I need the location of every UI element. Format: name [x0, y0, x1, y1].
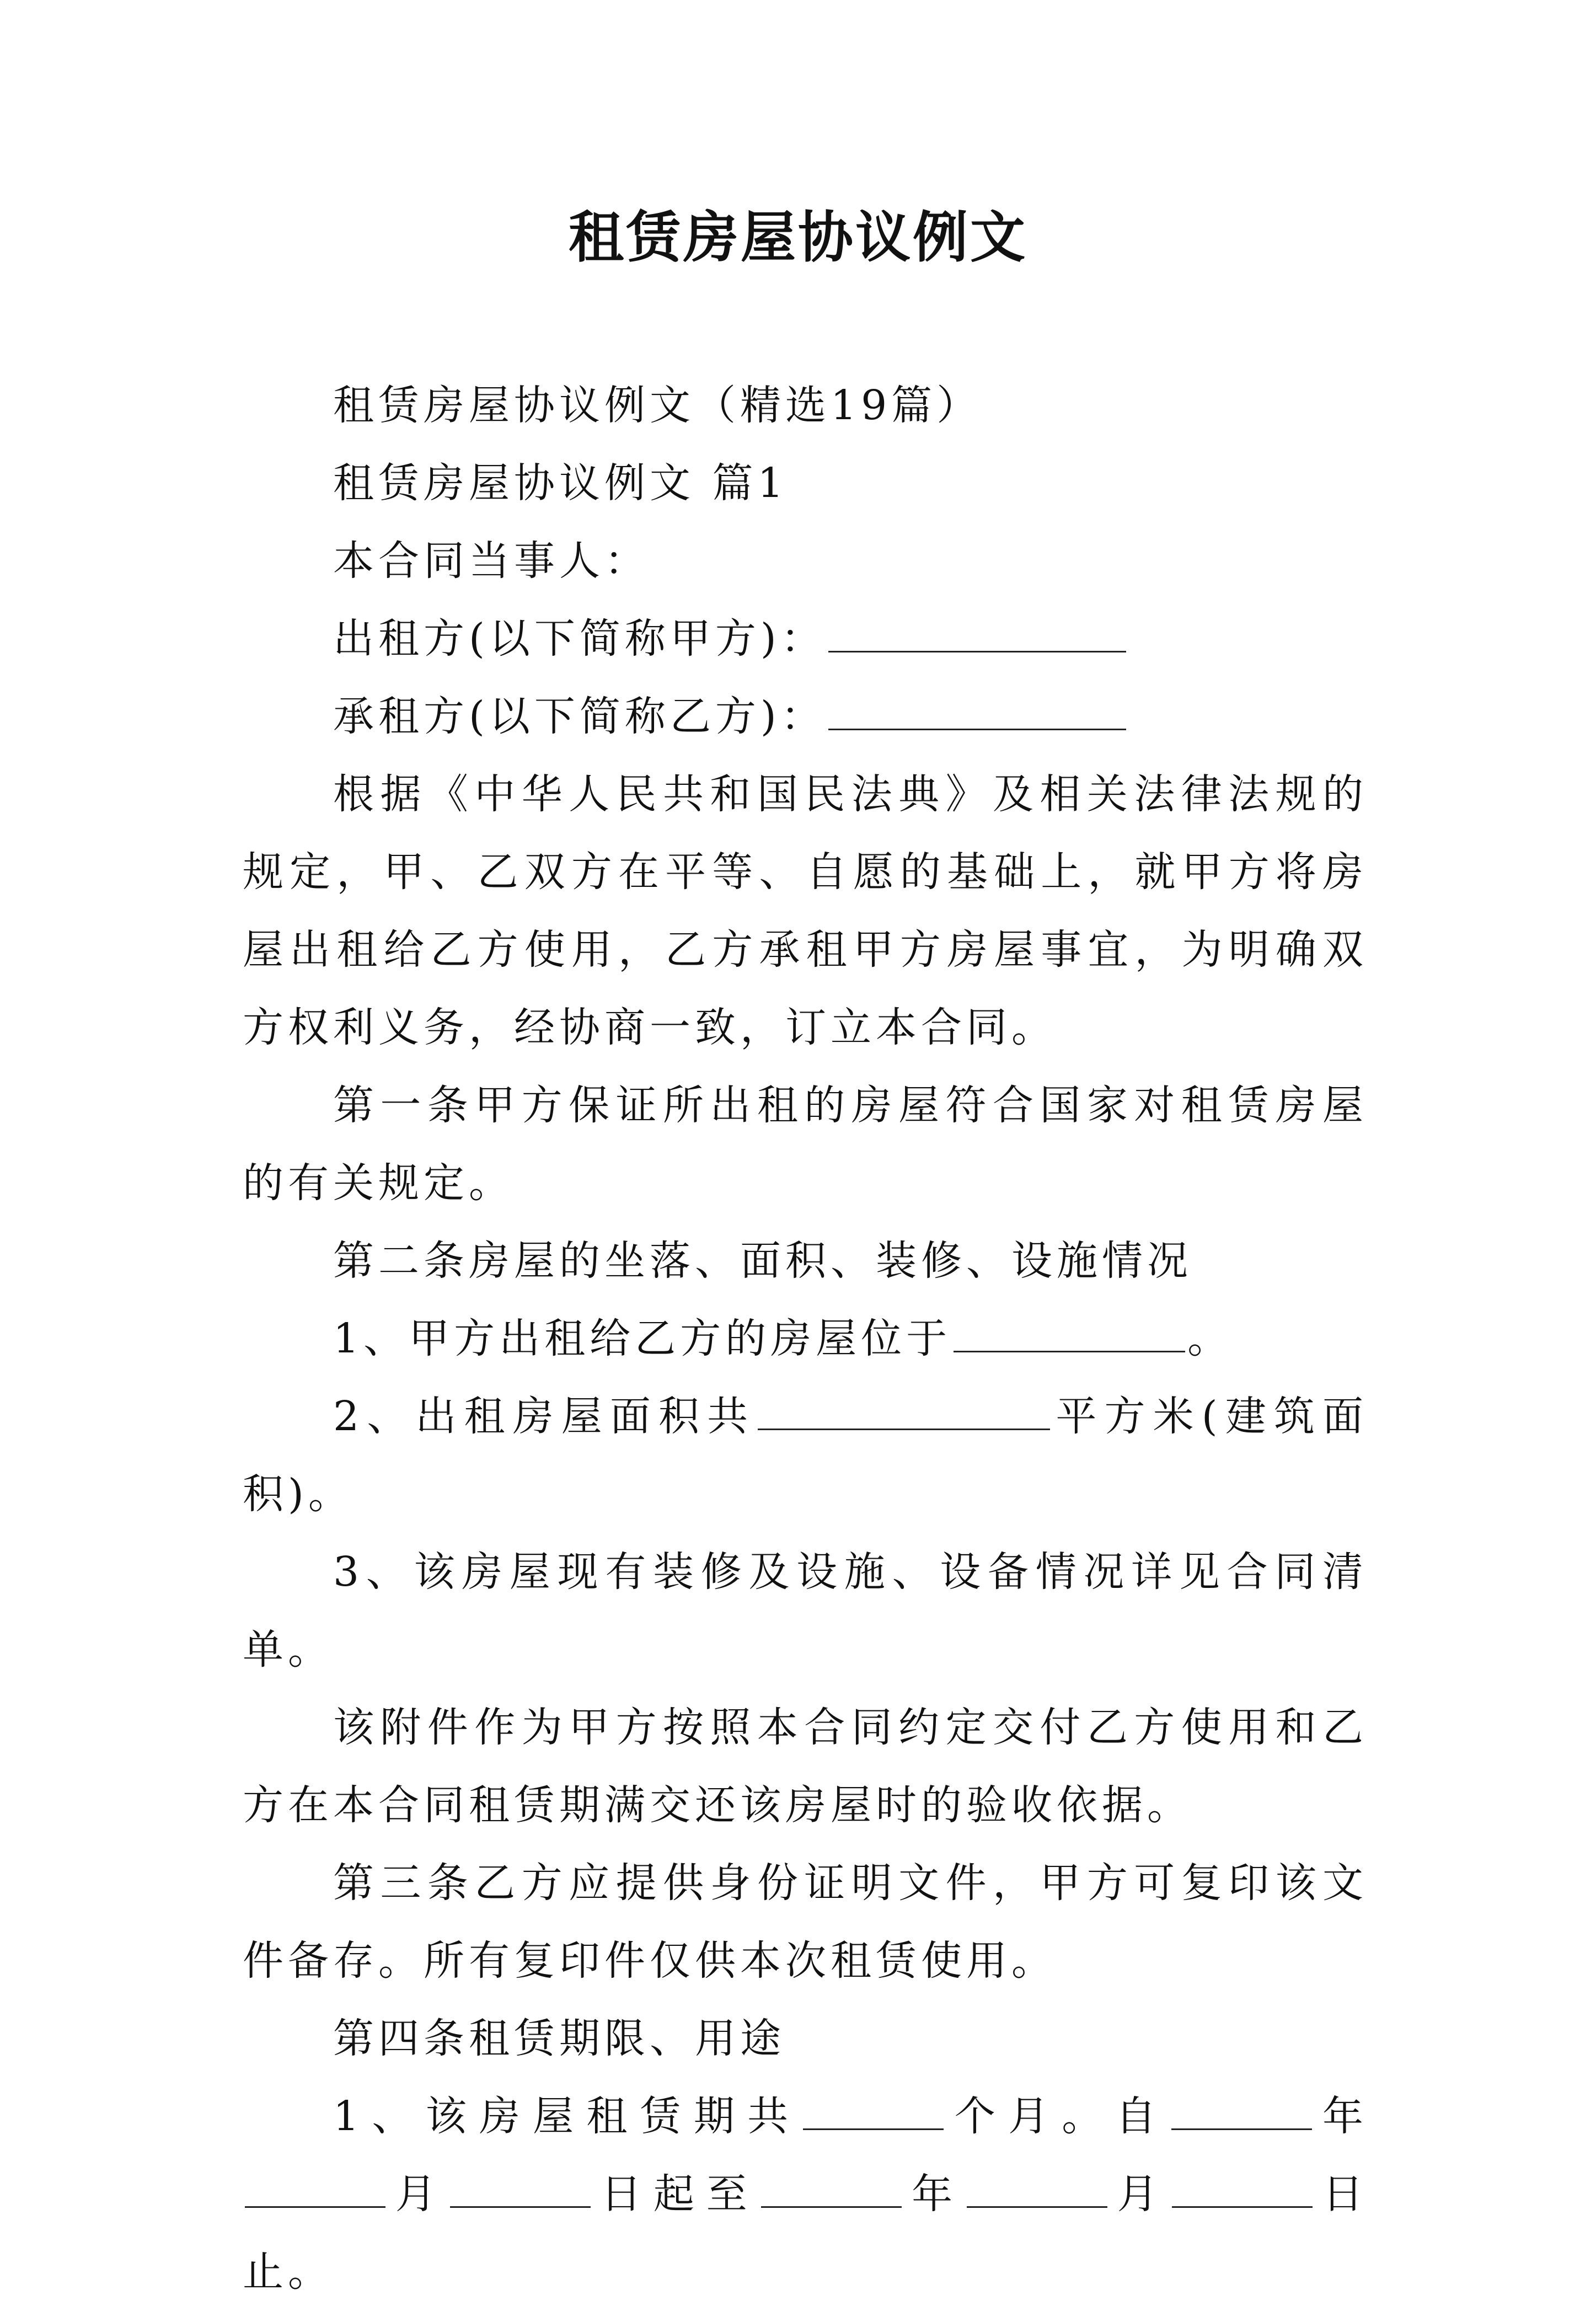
term-day-to: 日止。	[243, 2170, 1368, 2296]
article-2-heading: 第二条房屋的坐落、面积、装修、设施情况	[333, 1237, 1192, 1285]
item-1-suffix: 。	[1187, 1315, 1233, 1362]
item-3-facilities: 3、该房屋现有装修及设施、设备情况详见合同清单。	[243, 1548, 1368, 1673]
item-2-area	[243, 1378, 1368, 1533]
term-year-2: 年	[904, 2170, 965, 2218]
section-heading: 租赁房屋协议例文 篇1	[333, 459, 788, 507]
end-year-blank	[761, 2165, 902, 2208]
term-prefix: 1、该房屋租赁期共	[333, 2093, 801, 2140]
start-month-blank	[245, 2165, 385, 2208]
article-1: 第一条甲方保证所出租的房屋符合国家对租赁房屋的有关规定。	[243, 1082, 1368, 1207]
start-day-blank	[450, 2165, 591, 2208]
lessee-line	[243, 678, 1368, 756]
start-year-blank	[1171, 2088, 1312, 2130]
parties-heading: 本合同当事人：	[333, 537, 650, 585]
lessee-blank	[828, 688, 1126, 730]
article-4-heading: 第四条租赁期限、用途	[333, 2015, 785, 2062]
term-month-2: 月	[1109, 2170, 1170, 2218]
end-month-blank	[967, 2165, 1107, 2208]
lessor-blank	[828, 610, 1126, 652]
item-1-prefix: 1、甲方出租给乙方的房屋位于	[333, 1315, 952, 1362]
term-year: 年	[1314, 2093, 1368, 2140]
item-1-location	[243, 1300, 1368, 1378]
attachment-paragraph: 该附件作为甲方按照本合同约定交付乙方使用和乙方在本合同租赁期满交还该房屋时的验收依据。	[243, 1704, 1368, 1829]
subtitle: 租赁房屋协议例文（精选19篇）	[333, 382, 982, 429]
months-blank	[803, 2088, 944, 2130]
lessor-line	[243, 600, 1368, 678]
article-3: 第三条乙方应提供身份证明文件，甲方可复印该文件备存。所有复印件仅供本次租赁使用。	[243, 1859, 1368, 1984]
end-day-blank	[1172, 2165, 1313, 2208]
lease-term-line	[243, 2078, 1368, 2311]
document-body	[243, 367, 1368, 2311]
term-months: 个月。自	[946, 2093, 1169, 2140]
term-month: 月	[388, 2170, 448, 2218]
item-2-suffix: 平方米(建筑面积)。	[243, 1393, 1368, 1518]
term-day-from: 日起至	[593, 2170, 759, 2218]
area-blank	[758, 1388, 1050, 1430]
intro-paragraph: 根据《中华人民共和国民法典》及相关法律法规的规定，甲、乙双方在平等、自愿的基础上，就甲方将房屋出租给乙方使用，乙方承租甲方房屋事宜，为明确双方权利义务，经协商一致，订立本合同。	[243, 771, 1368, 1051]
lessor-label: 出租方(以下简称甲方)：	[333, 615, 826, 662]
item-2-prefix: 2、出租房屋面积共	[333, 1393, 756, 1440]
document-title: 租赁房屋协议例文	[569, 205, 1027, 270]
location-blank	[954, 1310, 1185, 1352]
lessee-label: 承租方(以下简称乙方)：	[333, 693, 826, 740]
